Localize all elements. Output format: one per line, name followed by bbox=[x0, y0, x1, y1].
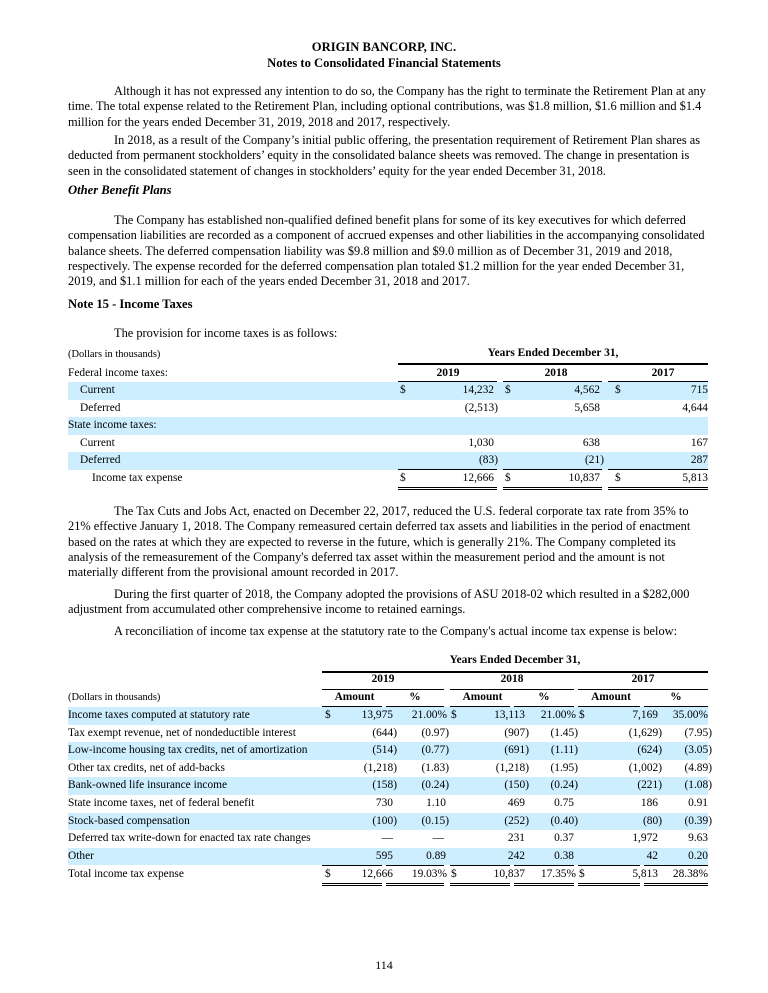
page-number: 114 bbox=[375, 958, 393, 972]
paragraph-retirement-plan: Although it has not expressed any intention to do so, the Company has the right to terminate the Retirement Plan at any time. The total expense related to the Retirement Plan, including optional contributions, was $1.8 million, $1.6 million and $1.4 million for the years ended December 31, 2019, 2018 and 2017, respectively. bbox=[68, 84, 706, 129]
table-row-total: Total income tax expense $ 12,666 19.03% $ 10,837 17.35% $ 5,813 28.38% bbox=[68, 868, 708, 880]
table-row: Bank-owned life insurance income (158) (0.24) (150) (0.24) (221) (1.08) bbox=[68, 777, 708, 795]
paragraph-ipo-presentation: In 2018, as a result of the Company’s initial public offering, the presentation requirement of Retirement Plan shares as deducted from permanent stockholders’ equity in the consolidated balance sheets was removed. The change in presentation is seen in the consolidated statement of changes in stockholders’ equity for the year ended December 31, 2018. bbox=[68, 133, 701, 178]
table-row: Deferred tax write-down for enacted tax rate changes — — 231 0.37 1,972 9.63 bbox=[68, 832, 708, 845]
col-header-pct: % bbox=[538, 691, 550, 703]
paragraph-deferred-compensation: The Company has established non-qualified defined benefit plans for some of its key executives for which deferred compensation liabilities are recorded as a component of accrued expenses and other liabilities in the accompanying consolidated balance sheets. The deferred compensation liability was $9.8 million and $9.0 million as of December 31, 2019 and 2018, respectively. The expense recorded for the deferred compensation plan totaled $1.2 million for the year ended December 31, 2019, and $1.1 million for each of the years ended December 31, 2018 and 2017. bbox=[68, 213, 705, 289]
period-header: Years Ended December 31, bbox=[449, 654, 581, 666]
col-header-amount: Amount bbox=[462, 691, 503, 703]
table-row: Low-income housing tax credits, net of amortization (514) (0.77) (691) (1.11) (624) (3.05) bbox=[68, 742, 708, 760]
year-header-2018: 2018 bbox=[544, 367, 568, 379]
table-row: Deferred (2,513) 5,658 4,644 bbox=[80, 402, 708, 414]
table-row: Other tax credits, net of add-backs (1,218) (1.83) (1,218) (1.95) (1,002) (4.89) bbox=[68, 761, 712, 774]
company-name: ORIGIN BANCORP, INC. bbox=[311, 40, 457, 54]
table-row: Income taxes computed at statutory rate $ 13,975 21.00% $ 13,113 21.00% $ 7,169 35.00% bbox=[68, 707, 708, 725]
section-heading-other-benefit-plans: Other Benefit Plans bbox=[68, 183, 172, 197]
table-row: Current $ 14,232 $ 4,562 $ 715 bbox=[68, 382, 708, 400]
paragraph-asu-2018-02: During the first quarter of 2018, the Company adopted the provisions of ASU 2018-02 which resulted in a $282,000 adjustment from accumulated other comprehensive income to retained earnings. bbox=[68, 587, 690, 617]
year-header-2019: 2019 bbox=[436, 367, 460, 379]
table-row: State income taxes: bbox=[68, 417, 708, 435]
year-header-2017: 2017 bbox=[631, 673, 655, 685]
table-row: Tax exempt revenue, net of nondeductible interest (644) (0.97) (907) (1.45) (1,629) (7.95) bbox=[68, 726, 712, 739]
col-header-amount: Amount bbox=[591, 691, 631, 703]
table-row: Current 1,030 638 167 bbox=[80, 437, 708, 449]
year-header-2017: 2017 bbox=[651, 367, 675, 379]
table-row: Stock-based compensation (100) (0.15) (252) (0.40) (80) (0.39) bbox=[68, 813, 708, 831]
year-header-2018: 2018 bbox=[500, 673, 524, 685]
table-row: Other 595 0.89 242 0.38 42 0.20 bbox=[68, 848, 708, 866]
col-header-amount: Amount bbox=[334, 691, 375, 703]
col-header-pct: % bbox=[670, 691, 682, 703]
table-row: State income taxes, net of federal benefit 730 1.10 469 0.75 186 0.91 bbox=[68, 797, 708, 809]
paragraph-provision-intro: The provision for income taxes is as follows: bbox=[114, 326, 338, 340]
table-row: Federal income taxes: 2019 2018 2017 bbox=[68, 365, 708, 383]
table-row-total: Income tax expense $ 12,666 $ 10,837 $ 5,813 bbox=[92, 472, 708, 484]
col-header-pct: % bbox=[409, 691, 421, 703]
units-label: (Dollars in thousands) bbox=[68, 692, 161, 703]
page-subtitle: Notes to Consolidated Financial Statements bbox=[267, 56, 501, 70]
note-heading-income-taxes: Note 15 - Income Taxes bbox=[68, 297, 193, 311]
units-label: (Dollars in thousands) bbox=[68, 349, 161, 360]
year-header-2019: 2019 bbox=[371, 673, 395, 685]
paragraph-tax-cuts-jobs-act: The Tax Cuts and Jobs Act, enacted on December 22, 2017, reduced the U.S. federal corporate tax rate from 35% to 21% effective January 1, 2018. The Company remeasured certain deferred tax assets and liabilities in the period of enactment based on the rates at which they are expected to reverse in the future, which is generally 21%. The Company completed its analysis of the remeasurement of the Company's deferred tax asset within the measurement period and the amount is not materially different from the provisional amount recorded in 2017. bbox=[68, 504, 691, 580]
period-header: Years Ended December 31, bbox=[487, 347, 619, 359]
paragraph-reconciliation-intro: A reconciliation of income tax expense at the statutory rate to the Company's actual income tax expense is below: bbox=[114, 624, 678, 638]
table-row: Deferred (83) (21) 287 bbox=[68, 452, 708, 470]
